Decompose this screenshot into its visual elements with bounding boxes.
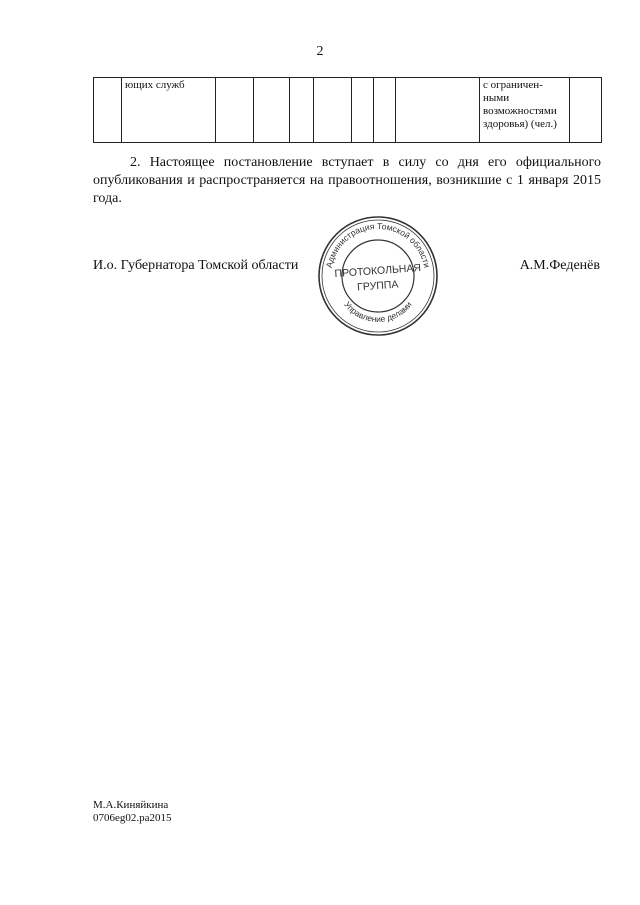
stamp-top-text: Администрация Томской области — [323, 220, 433, 269]
stamp-center-line2: ГРУППА — [356, 278, 399, 294]
stamp-center-line1: ПРОТОКОЛЬНАЯ — [334, 262, 422, 281]
table-fragment — [93, 77, 602, 143]
table-cell — [254, 78, 290, 143]
table-cell — [352, 78, 374, 143]
official-stamp — [316, 214, 440, 338]
table-cell — [374, 78, 396, 143]
signatory-name: А.М.Феденёв — [519, 258, 600, 273]
decree-paragraph: 2. Настоящее постановление вступает в силу со дня его официального опубликования и распространяется на правоотношения, возникшие с 1 января 2015 года. — [93, 155, 601, 206]
category-line: возможностями — [483, 105, 557, 117]
table-cell-category — [480, 78, 570, 143]
table-cell-service: ющих служб — [122, 78, 216, 143]
table-cell — [570, 78, 602, 143]
executor-name: М.А.Киняйкина — [93, 799, 169, 811]
table-cell — [396, 78, 480, 143]
table-cell — [94, 78, 122, 143]
table-cell — [314, 78, 352, 143]
signatory-position: И.о. Губернатора Томской области — [93, 258, 299, 273]
document-code: 0706eg02.pa2015 — [93, 812, 172, 824]
category-line: ными — [483, 92, 510, 104]
table-cell — [216, 78, 254, 143]
stamp-bottom-text: Управление делами — [342, 299, 414, 325]
footer — [93, 799, 172, 825]
table-row — [94, 78, 602, 143]
category-line: здоровья) (чел.) — [483, 118, 557, 130]
page-number: 2 — [316, 44, 324, 59]
category-line: с ограничен- — [483, 79, 543, 91]
table-cell — [290, 78, 314, 143]
